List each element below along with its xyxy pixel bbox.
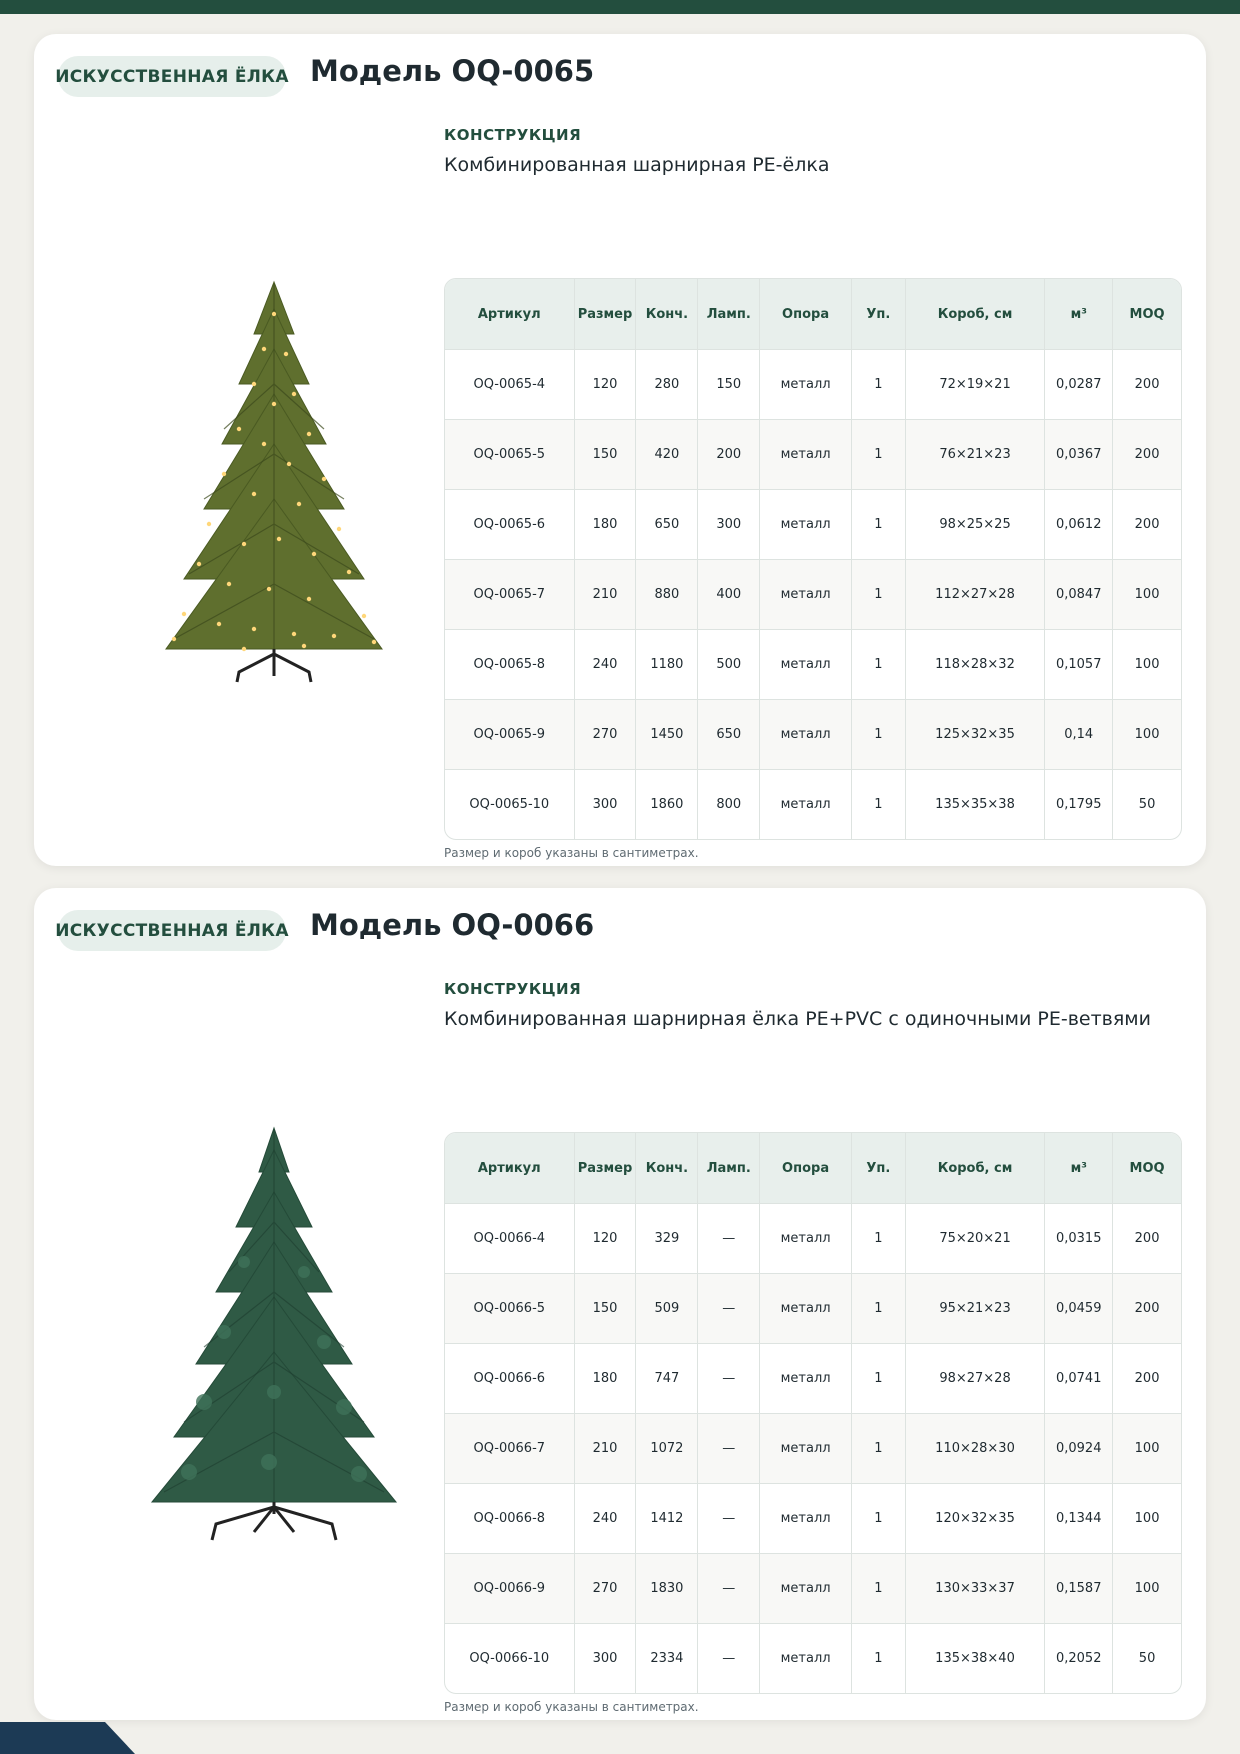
table-cell: OQ-0065-4 — [445, 349, 575, 419]
table-cell: 509 — [636, 1273, 698, 1343]
column-header: Уп. — [852, 279, 906, 349]
table-cell: 76×21×23 — [906, 419, 1046, 489]
table-cell: 0,0741 — [1045, 1343, 1113, 1413]
table-cell: 1072 — [636, 1413, 698, 1483]
column-header: Ламп. — [698, 1133, 760, 1203]
table-cell: 100 — [1113, 1483, 1181, 1553]
column-header: Ламп. — [698, 279, 760, 349]
table-cell: 747 — [636, 1343, 698, 1413]
table-cell: 500 — [698, 629, 760, 699]
column-header: MOQ — [1113, 279, 1181, 349]
table-cell: 650 — [698, 699, 760, 769]
construction-label: КОНСТРУКЦИЯ — [444, 980, 582, 998]
table-cell: 270 — [575, 1553, 637, 1623]
table-footnote: Размер и короб указаны в сантиметрах. — [444, 846, 699, 860]
table-cell: 0,0459 — [1045, 1273, 1113, 1343]
category-badge: ИСКУССТВЕННАЯ ЁЛКА — [58, 910, 286, 951]
table-row — [445, 1553, 1181, 1623]
tree-light — [242, 542, 246, 546]
table-cell: металл — [760, 349, 852, 419]
table-cell: 150 — [575, 1273, 637, 1343]
table-cell: 1 — [852, 489, 906, 559]
table-cell: 1 — [852, 1623, 906, 1693]
tree-light — [242, 647, 246, 651]
table-cell: 1180 — [636, 629, 698, 699]
table-cell: металл — [760, 629, 852, 699]
table-row — [445, 1203, 1181, 1273]
table-cell: OQ-0066-9 — [445, 1553, 575, 1623]
table-cell: 400 — [698, 559, 760, 629]
table-cell: OQ-0066-6 — [445, 1343, 575, 1413]
tree-light — [332, 634, 336, 638]
table-cell: металл — [760, 699, 852, 769]
table-cell: 280 — [636, 349, 698, 419]
table-header-row — [445, 1133, 1181, 1203]
table-cell: 200 — [1113, 1343, 1181, 1413]
table-row — [445, 489, 1181, 559]
column-header: Уп. — [852, 1133, 906, 1203]
table-cell: 0,1057 — [1045, 629, 1113, 699]
table-cell: 120 — [575, 1203, 637, 1273]
tree-light — [252, 492, 256, 496]
table-row — [445, 419, 1181, 489]
tree-light — [292, 392, 296, 396]
table-cell: 0,14 — [1045, 699, 1113, 769]
construction-value: Комбинированная шарнирная PE-ёлка — [444, 154, 830, 176]
table-row — [445, 629, 1181, 699]
table-row — [445, 1273, 1181, 1343]
table-header-row — [445, 279, 1181, 349]
category-badge: ИСКУССТВЕННАЯ ЁЛКА — [58, 56, 286, 97]
table-cell: 100 — [1113, 559, 1181, 629]
table-cell: металл — [760, 1623, 852, 1693]
table-cell: 110×28×30 — [906, 1413, 1046, 1483]
table-cell: 118×28×32 — [906, 629, 1046, 699]
tree-light — [284, 352, 288, 356]
table-cell: OQ-0066-4 — [445, 1203, 575, 1273]
specs-table — [444, 1132, 1182, 1694]
table-cell: 200 — [1113, 349, 1181, 419]
table-cell: 200 — [1113, 419, 1181, 489]
column-header: Размер — [575, 279, 637, 349]
column-header: м³ — [1045, 279, 1113, 349]
table-cell: 112×27×28 — [906, 559, 1046, 629]
table-cell: 650 — [636, 489, 698, 559]
table-cell: 72×19×21 — [906, 349, 1046, 419]
table-cell: — — [698, 1273, 760, 1343]
table-cell: 100 — [1113, 699, 1181, 769]
column-header: Конч. — [636, 279, 698, 349]
table-cell: OQ-0065-7 — [445, 559, 575, 629]
table-cell: 150 — [575, 419, 637, 489]
table-cell: — — [698, 1203, 760, 1273]
table-cell: металл — [760, 1483, 852, 1553]
table-cell: металл — [760, 1273, 852, 1343]
table-row — [445, 1343, 1181, 1413]
table-row — [445, 1623, 1181, 1693]
table-cell: 1830 — [636, 1553, 698, 1623]
table-row — [445, 699, 1181, 769]
table-cell: 1 — [852, 1203, 906, 1273]
table-cell: 300 — [698, 489, 760, 559]
table-cell: 1 — [852, 1343, 906, 1413]
table-cell: 0,0612 — [1045, 489, 1113, 559]
column-header: м³ — [1045, 1133, 1113, 1203]
table-cell: 1 — [852, 559, 906, 629]
table-cell: 0,0287 — [1045, 349, 1113, 419]
table-cell: OQ-0065-5 — [445, 419, 575, 489]
table-cell: 0,1587 — [1045, 1553, 1113, 1623]
table-cell: OQ-0065-8 — [445, 629, 575, 699]
tree-light — [252, 382, 256, 386]
table-row — [445, 559, 1181, 629]
table-cell: OQ-0066-8 — [445, 1483, 575, 1553]
table-cell: 1 — [852, 629, 906, 699]
table-cell: OQ-0065-9 — [445, 699, 575, 769]
table-cell: 1412 — [636, 1483, 698, 1553]
table-cell: металл — [760, 559, 852, 629]
model-title: Модель OQ-0065 — [310, 54, 595, 88]
table-cell: 300 — [575, 769, 637, 839]
table-cell: металл — [760, 419, 852, 489]
table-cell: 200 — [1113, 1203, 1181, 1273]
column-header: Размер — [575, 1133, 637, 1203]
column-header: Артикул — [445, 1133, 575, 1203]
table-cell: 135×35×38 — [906, 769, 1046, 839]
table-cell: 270 — [575, 699, 637, 769]
tree-light — [262, 347, 266, 351]
column-header: Опора — [760, 279, 852, 349]
tree-light — [197, 562, 201, 566]
table-cell: OQ-0066-7 — [445, 1413, 575, 1483]
table-cell: 329 — [636, 1203, 698, 1273]
tree-light — [222, 472, 226, 476]
table-cell: 75×20×21 — [906, 1203, 1046, 1273]
column-header: Опора — [760, 1133, 852, 1203]
tree-light — [337, 527, 341, 531]
table-cell: 1 — [852, 349, 906, 419]
table-cell: 1 — [852, 1553, 906, 1623]
column-header: Короб, см — [906, 1133, 1046, 1203]
table-cell: OQ-0065-6 — [445, 489, 575, 559]
tree-light — [302, 644, 306, 648]
table-cell: 300 — [575, 1623, 637, 1693]
table-cell: — — [698, 1553, 760, 1623]
table-cell: 0,0315 — [1045, 1203, 1113, 1273]
tree-light — [227, 582, 231, 586]
table-cell: OQ-0065-10 — [445, 769, 575, 839]
tree-light — [237, 427, 241, 431]
table-cell: 150 — [698, 349, 760, 419]
column-header: Артикул — [445, 279, 575, 349]
table-cell: металл — [760, 1553, 852, 1623]
table-cell: 120×32×35 — [906, 1483, 1046, 1553]
table-cell: 200 — [1113, 1273, 1181, 1343]
table-cell: 0,2052 — [1045, 1623, 1113, 1693]
table-cell: 1 — [852, 1413, 906, 1483]
tree-light — [217, 622, 221, 626]
table-cell: 125×32×35 — [906, 699, 1046, 769]
tree-light — [297, 502, 301, 506]
table-cell: — — [698, 1623, 760, 1693]
tree-light — [322, 477, 326, 481]
table-cell: 200 — [698, 419, 760, 489]
table-cell: металл — [760, 1343, 852, 1413]
table-cell: 1450 — [636, 699, 698, 769]
tree-light — [292, 632, 296, 636]
column-header: Короб, см — [906, 279, 1046, 349]
tree-light — [267, 587, 271, 591]
table-cell: 50 — [1113, 769, 1181, 839]
table-cell: 880 — [636, 559, 698, 629]
table-cell: 135×38×40 — [906, 1623, 1046, 1693]
column-header: MOQ — [1113, 1133, 1181, 1203]
table-cell: 0,1795 — [1045, 769, 1113, 839]
tree-light — [307, 432, 311, 436]
product-card-oq-0066 — [34, 888, 1206, 1720]
table-cell: 0,0367 — [1045, 419, 1113, 489]
table-row — [445, 1413, 1181, 1483]
table-cell: 800 — [698, 769, 760, 839]
table-cell: OQ-0066-5 — [445, 1273, 575, 1343]
table-body — [445, 349, 1181, 839]
table-cell: 2334 — [636, 1623, 698, 1693]
table-cell: — — [698, 1343, 760, 1413]
corner-decoration — [0, 1722, 135, 1754]
tree-light — [207, 522, 211, 526]
lit-christmas-tree-icon — [104, 254, 444, 714]
tree-light — [287, 462, 291, 466]
table-cell: 210 — [575, 1413, 637, 1483]
column-header: Конч. — [636, 1133, 698, 1203]
table-row — [445, 349, 1181, 419]
table-cell: 180 — [575, 489, 637, 559]
tree-light — [307, 597, 311, 601]
table-cell: 200 — [1113, 489, 1181, 559]
tree-light — [362, 614, 366, 618]
table-cell: 100 — [1113, 1413, 1181, 1483]
table-cell: металл — [760, 1203, 852, 1273]
table-cell: 1 — [852, 419, 906, 489]
table-cell: 95×21×23 — [906, 1273, 1046, 1343]
table-body — [445, 1203, 1181, 1693]
table-cell: — — [698, 1483, 760, 1553]
tree-light — [347, 570, 351, 574]
tree-light — [372, 640, 376, 644]
table-cell: металл — [760, 489, 852, 559]
table-cell: 100 — [1113, 629, 1181, 699]
table-cell: 100 — [1113, 1553, 1181, 1623]
table-cell: 98×25×25 — [906, 489, 1046, 559]
construction-label: КОНСТРУКЦИЯ — [444, 126, 582, 144]
table-cell: 0,0924 — [1045, 1413, 1113, 1483]
table-footnote: Размер и короб указаны в сантиметрах. — [444, 1700, 699, 1714]
tree-light — [182, 612, 186, 616]
tree-light — [262, 442, 266, 446]
tree-light — [277, 537, 281, 541]
table-row — [445, 769, 1181, 839]
tree-light — [172, 637, 176, 641]
table-row — [445, 1483, 1181, 1553]
table-cell: OQ-0066-10 — [445, 1623, 575, 1693]
table-cell: 1 — [852, 699, 906, 769]
tree-light — [272, 402, 276, 406]
table-cell: 1 — [852, 1273, 906, 1343]
table-cell: 240 — [575, 1483, 637, 1553]
table-cell: 130×33×37 — [906, 1553, 1046, 1623]
table-cell: 0,1344 — [1045, 1483, 1113, 1553]
table-cell: металл — [760, 1413, 852, 1483]
table-cell: 240 — [575, 629, 637, 699]
table-cell: 0,0847 — [1045, 559, 1113, 629]
table-cell: 1 — [852, 1483, 906, 1553]
table-cell: — — [698, 1413, 760, 1483]
specs-table — [444, 278, 1182, 840]
construction-value: Комбинированная шарнирная ёлка PE+PVC с одиночными PE-ветвями — [444, 1008, 1151, 1030]
christmas-tree-icon — [104, 1102, 444, 1562]
top-accent-bar — [0, 0, 1240, 14]
table-cell: металл — [760, 769, 852, 839]
table-cell: 1860 — [636, 769, 698, 839]
tree-light — [312, 552, 316, 556]
tree-light — [252, 627, 256, 631]
table-cell: 210 — [575, 559, 637, 629]
product-card-oq-0065 — [34, 34, 1206, 866]
table-cell: 50 — [1113, 1623, 1181, 1693]
table-cell: 180 — [575, 1343, 637, 1413]
table-cell: 1 — [852, 769, 906, 839]
table-cell: 120 — [575, 349, 637, 419]
table-cell: 420 — [636, 419, 698, 489]
table-cell: 98×27×28 — [906, 1343, 1046, 1413]
model-title: Модель OQ-0066 — [310, 908, 595, 942]
tree-light — [272, 312, 276, 316]
